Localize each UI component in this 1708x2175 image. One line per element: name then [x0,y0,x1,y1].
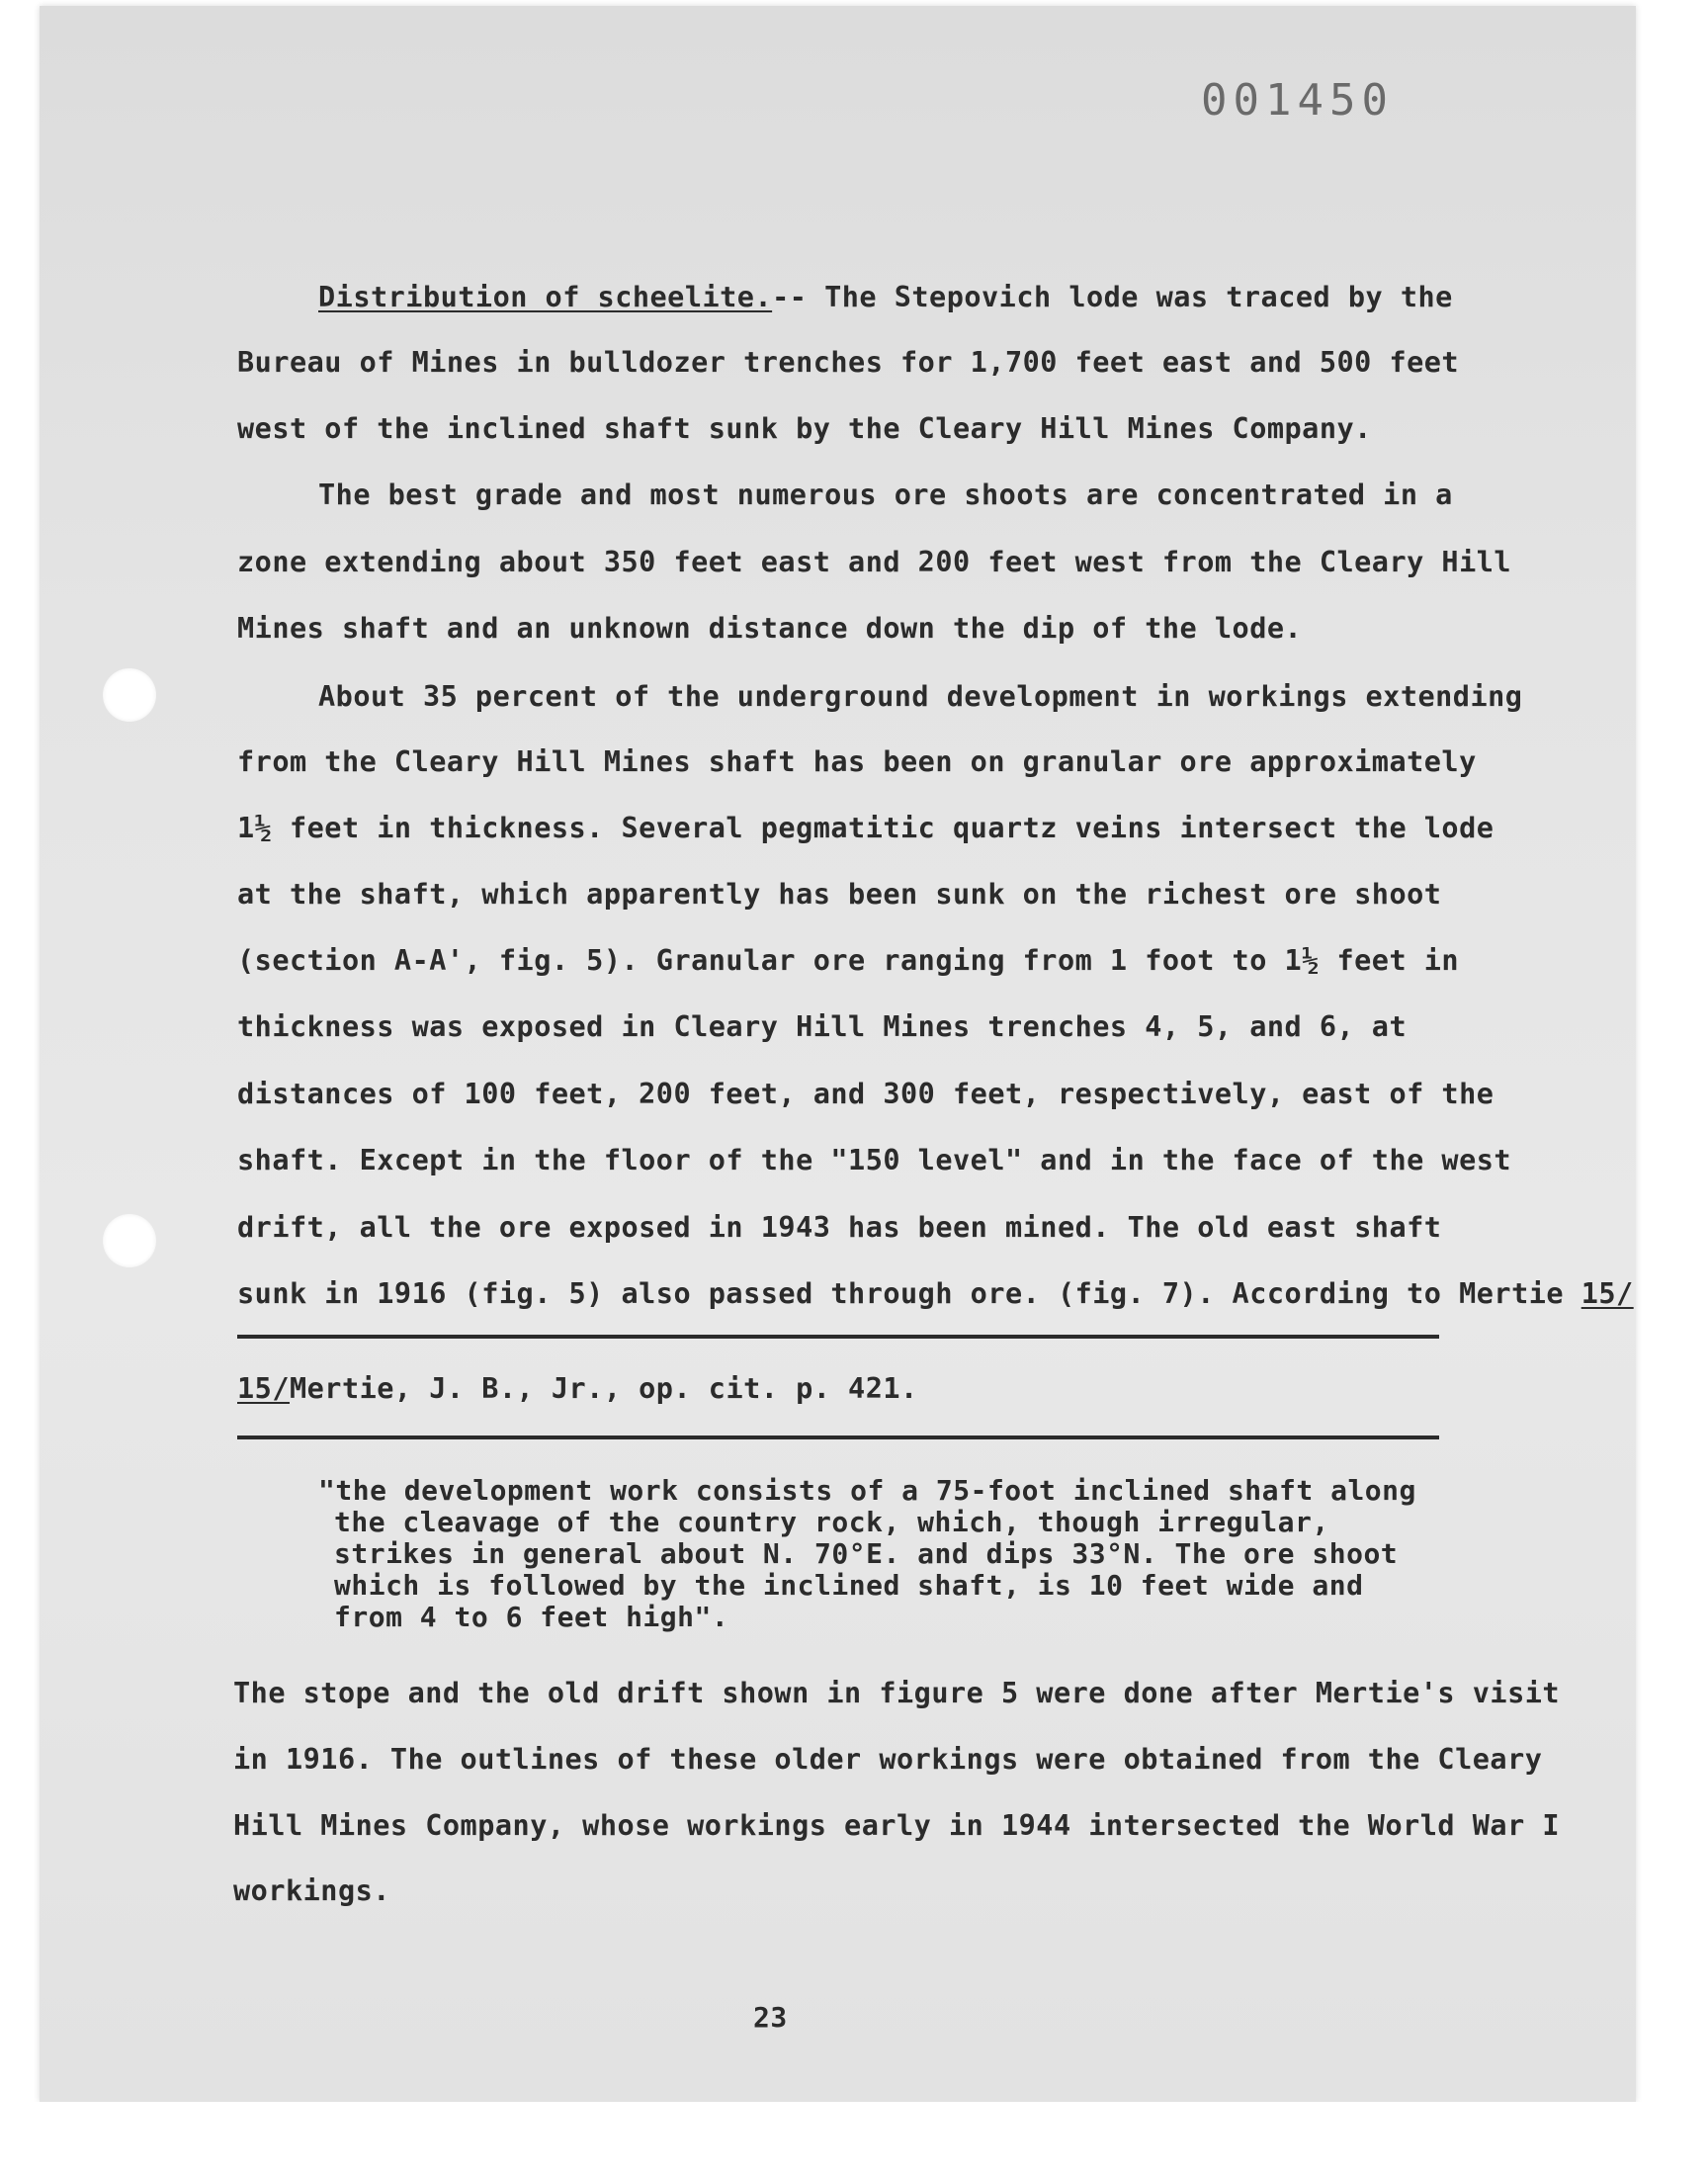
footnote [237,1372,918,1405]
paper-sheet [40,6,1636,2102]
paragraph-2-line-3: Mines shaft and an unknown distance down the dip of the lode. [237,612,1303,645]
paragraph-3-line-8: shaft. Except in the floor of the "150 level" and in the face of the west [237,1144,1512,1176]
quote-line-2: the cleavage of the country rock, which, though irregular, [334,1506,1329,1538]
footnote-reference: 15/ [1580,1277,1634,1310]
block-quote [318,1475,1416,1633]
paragraph-3-line-7: distances of 100 feet, 200 feet, and 300 feet, respectively, east of the [237,1078,1494,1110]
punch-hole-bottom [103,1214,156,1267]
closing-line-1: The stope and the old drift shown in figure 5 were done after Mertie's visit [233,1677,1561,1709]
page-number: 23 [753,2001,788,2034]
paragraph-3-line-2: from the Cleary Hill Mines shaft has been on granular ore approximately [237,745,1477,778]
paragraph-3-line-1: About 35 percent of the underground development in workings extending [318,680,1523,713]
paragraph-3-line-10-text: sunk in 1916 (fig. 5) also passed through ore. (fig. 7). According to Mertie [237,1277,1581,1310]
quote-line-3: strikes in general about N. 70°E. and dips 33°N. The ore shoot [334,1537,1399,1570]
paragraph-3-line-4: at the shaft, which apparently has been sunk on the richest ore shoot [237,878,1442,911]
paragraph-3-line-6: thickness was exposed in Cleary Hill Mines trenches 4, 5, and 6, at [237,1010,1408,1043]
page-margin-bottom [0,2102,1708,2175]
footnote-marker: 15/ [237,1372,290,1405]
paragraph-1-line-2: Bureau of Mines in bulldozer trenches for 1,700 feet east and 500 feet [237,346,1460,379]
footnote-rule-top [237,1335,1439,1339]
section-heading: Distribution of scheelite. [318,281,773,313]
footnote-rule-bottom [237,1436,1439,1439]
paragraph-1-line-1 [318,281,1453,313]
closing-line-2: in 1916. The outlines of these older workings were obtained from the Cleary [233,1743,1543,1776]
heading-continuation: -- The Stepovich lode was traced by the [772,281,1453,313]
paragraph-3-line-10 [237,1277,1634,1310]
quote-line-5: from 4 to 6 feet high". [334,1601,729,1633]
closing-line-4: workings. [233,1874,390,1907]
quote-line-4: which is followed by the inclined shaft, is 10 feet wide and [334,1569,1364,1602]
punch-hole-top [103,668,156,722]
paragraph-3-line-9: drift, all the ore exposed in 1943 has been mined. The old east shaft [237,1211,1442,1244]
paragraph-2-line-2: zone extending about 350 feet east and 200 feet west from the Cleary Hill [237,546,1512,578]
paragraph-3-line-5: (section A-A', fig. 5). Granular ore ranging from 1 foot to 1½ feet in [237,944,1460,977]
quote-line-1: "the development work consists of a 75-foot inclined shaft along [318,1474,1416,1507]
footnote-text: Mertie, J. B., Jr., op. cit. p. 421. [289,1372,918,1405]
paragraph-1-line-3: west of the inclined shaft sunk by the Cleary Hill Mines Company. [237,412,1372,445]
document-number: 001450 [1201,75,1394,126]
paragraph-2-line-1: The best grade and most numerous ore shoots are concentrated in a [318,478,1453,511]
paragraph-3-line-3: 1½ feet in thickness. Several pegmatitic quartz veins intersect the lode [237,812,1494,844]
closing-line-3: Hill Mines Company, whose workings early in 1944 intersected the World War I [233,1809,1561,1842]
